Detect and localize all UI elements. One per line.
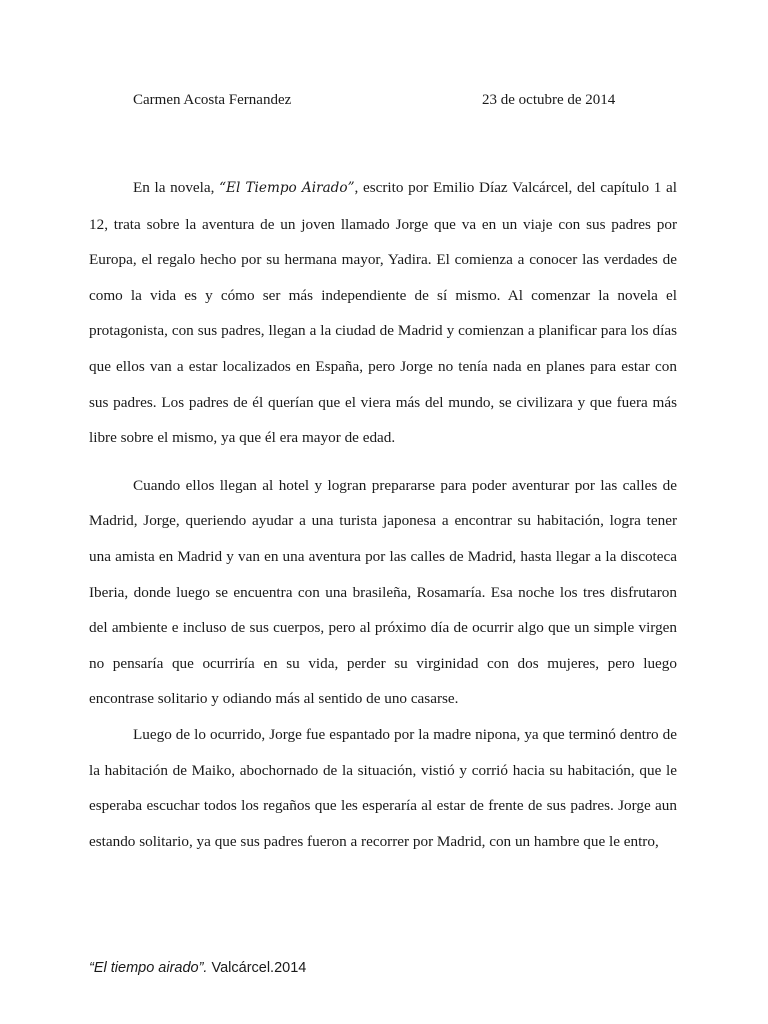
footer-title: “El tiempo airado”. [89, 960, 208, 976]
document-date: 23 de octubre de 2014 [482, 92, 616, 108]
paragraph-1-intro: En la novela, [133, 179, 220, 196]
document-header [133, 92, 633, 114]
paragraph-1-text: , escrito por Emilio Díaz Valcárcel, del capítulo 1 al 12, trata sobre la aventura de un joven llamado Jorge que va en un viaje con sus padres por Europa, el regalo hecho por su hermana mayor, Yadira. El comienza a conocer las verdades de como la vida es y cómo ser más independiente de sí mismo. Al comenzar la novela el protagonista, con sus padres, llegan a la ciudad de Madrid y comienzan a planificar para los días que ellos van a estar localizados en España, pero Jorge no tenía nada en planes para estar con sus padres. Los padres de él querían que el viera más del mundo, se civilizara y que fuera más libre sobre el mismo, ya que él era mayor de edad. [89, 179, 677, 447]
paragraph-1 [89, 170, 677, 456]
document-body [89, 170, 677, 859]
paragraph-3: Luego de lo ocurrido, Jorge fue espantado por la madre nipona, ya que terminó dentro de la habitación de Maiko, abochornado de la situación, vistió y corrió hacia su habitación, que le esperaba escuchar todos los regaños que les esperaría al estar de frente de sus padres. Jorge aun estando solitario, ya que sus padres fueron a recorrer por Madrid, con un hambre que le entro, [89, 725, 677, 850]
novel-title: “El Tiempo Airado” [219, 180, 355, 196]
paragraph-2: Cuando ellos llegan al hotel y logran prepararse para poder aventurar por las calles de Madrid, Jorge, queriendo ayudar a una turista japonesa a encontrar su habitación, logra tener una amista en Madrid y van en una aventura por las calles de Madrid, hasta llegar a la discoteca Iberia, donde luego se encuentra con una brasileña, Rosamaría. Esa noche los tres disfrutaron del ambiente e incluso de sus cuerpos, pero al próximo día de ocurrir algo que un simple virgen no pensaría que ocurriría en su vida, perder su virginidad con dos mujeres, pero luego encontrase solitario y odiando más al sentido de uno casarse. [89, 476, 677, 708]
author-name: Carmen Acosta Fernandez [133, 92, 292, 108]
footer-source: Valcárcel.2014 [207, 960, 307, 976]
page-footer [89, 960, 306, 976]
